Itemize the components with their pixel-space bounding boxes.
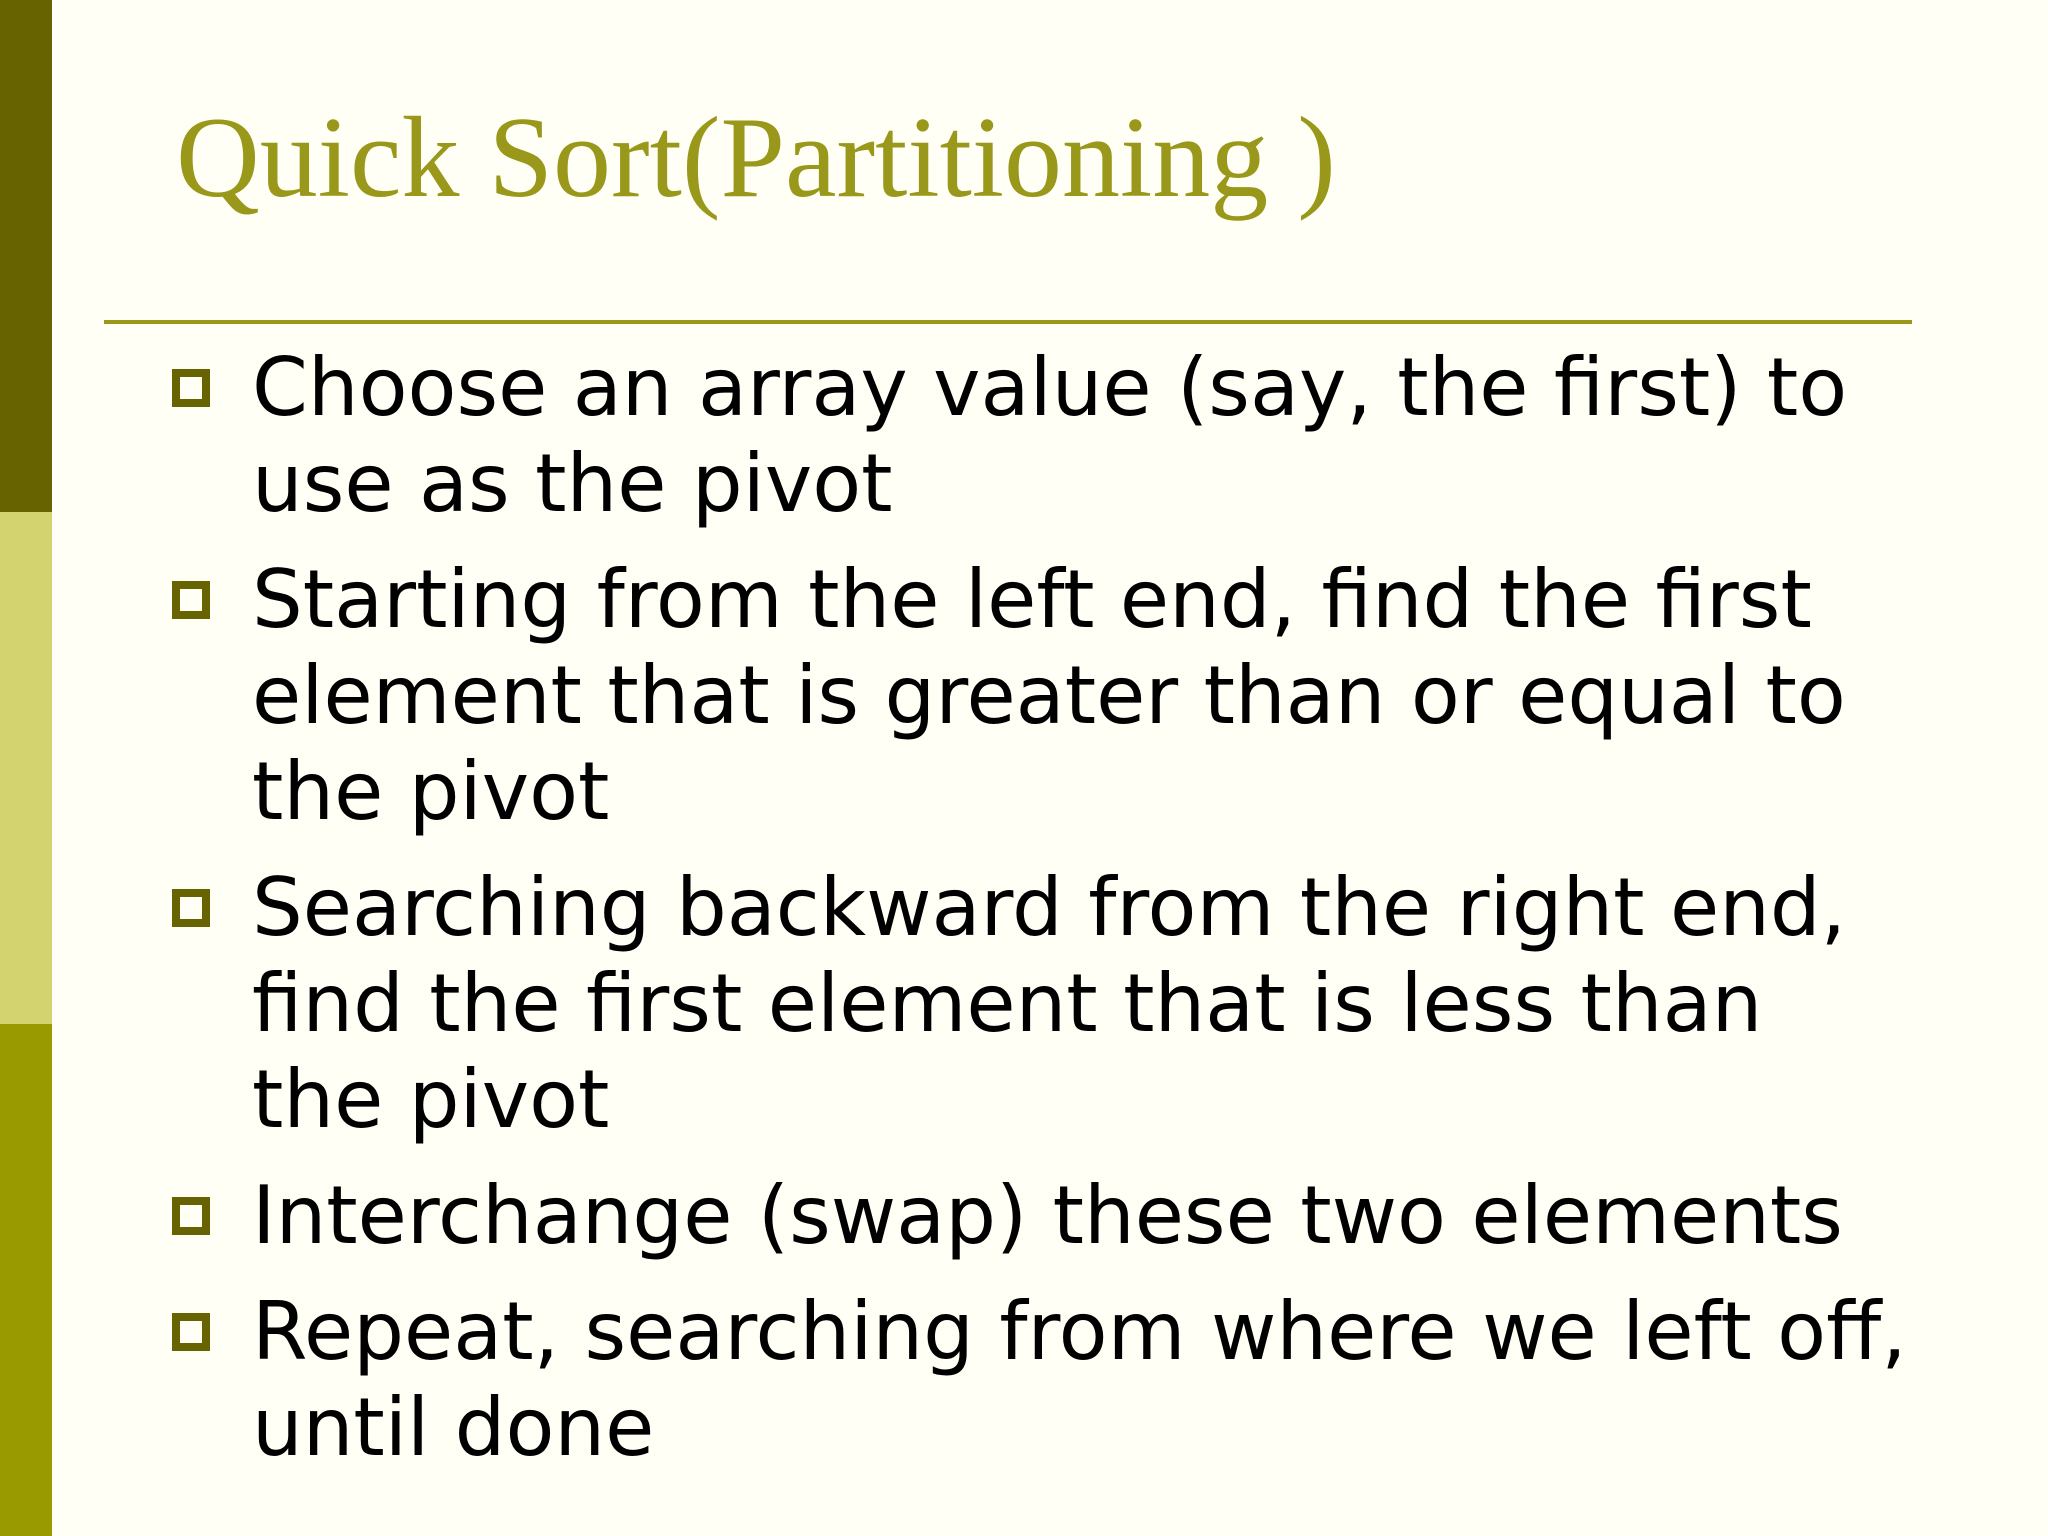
bullet-item [172,340,1912,532]
side-bar-dark-segment [0,0,52,512]
bullet-item [172,1168,1912,1264]
bullet-text: Searching backward from the right end, find the first element that is less than the pivot [252,861,1847,1146]
hollow-square-bullet-icon [172,369,210,407]
bullet-text: Interchange (swap) these two elements [252,1169,1843,1262]
bullet-item [172,552,1912,840]
title-divider [104,320,1912,324]
bullet-list [172,340,1912,1496]
hollow-square-bullet-icon [172,1197,210,1235]
bullet-text: Choose an array value (say, the first) to use as the pivot [252,341,1848,530]
bullet-item [172,860,1912,1148]
side-bar-olive-segment [0,1024,52,1536]
hollow-square-bullet-icon [172,1313,210,1351]
bullet-item [172,1284,1912,1476]
side-bar-light-segment [0,512,52,1024]
bullet-text: Repeat, searching from where we left off, until done [252,1285,1907,1474]
hollow-square-bullet-icon [172,581,210,619]
bullet-text: Starting from the left end, find the first element that is greater than or equal to the pivot [252,553,1846,838]
slide-title: Quick Sort(Partitioning ) [176,94,1336,222]
hollow-square-bullet-icon [172,889,210,927]
decorative-side-bar [0,0,52,1536]
